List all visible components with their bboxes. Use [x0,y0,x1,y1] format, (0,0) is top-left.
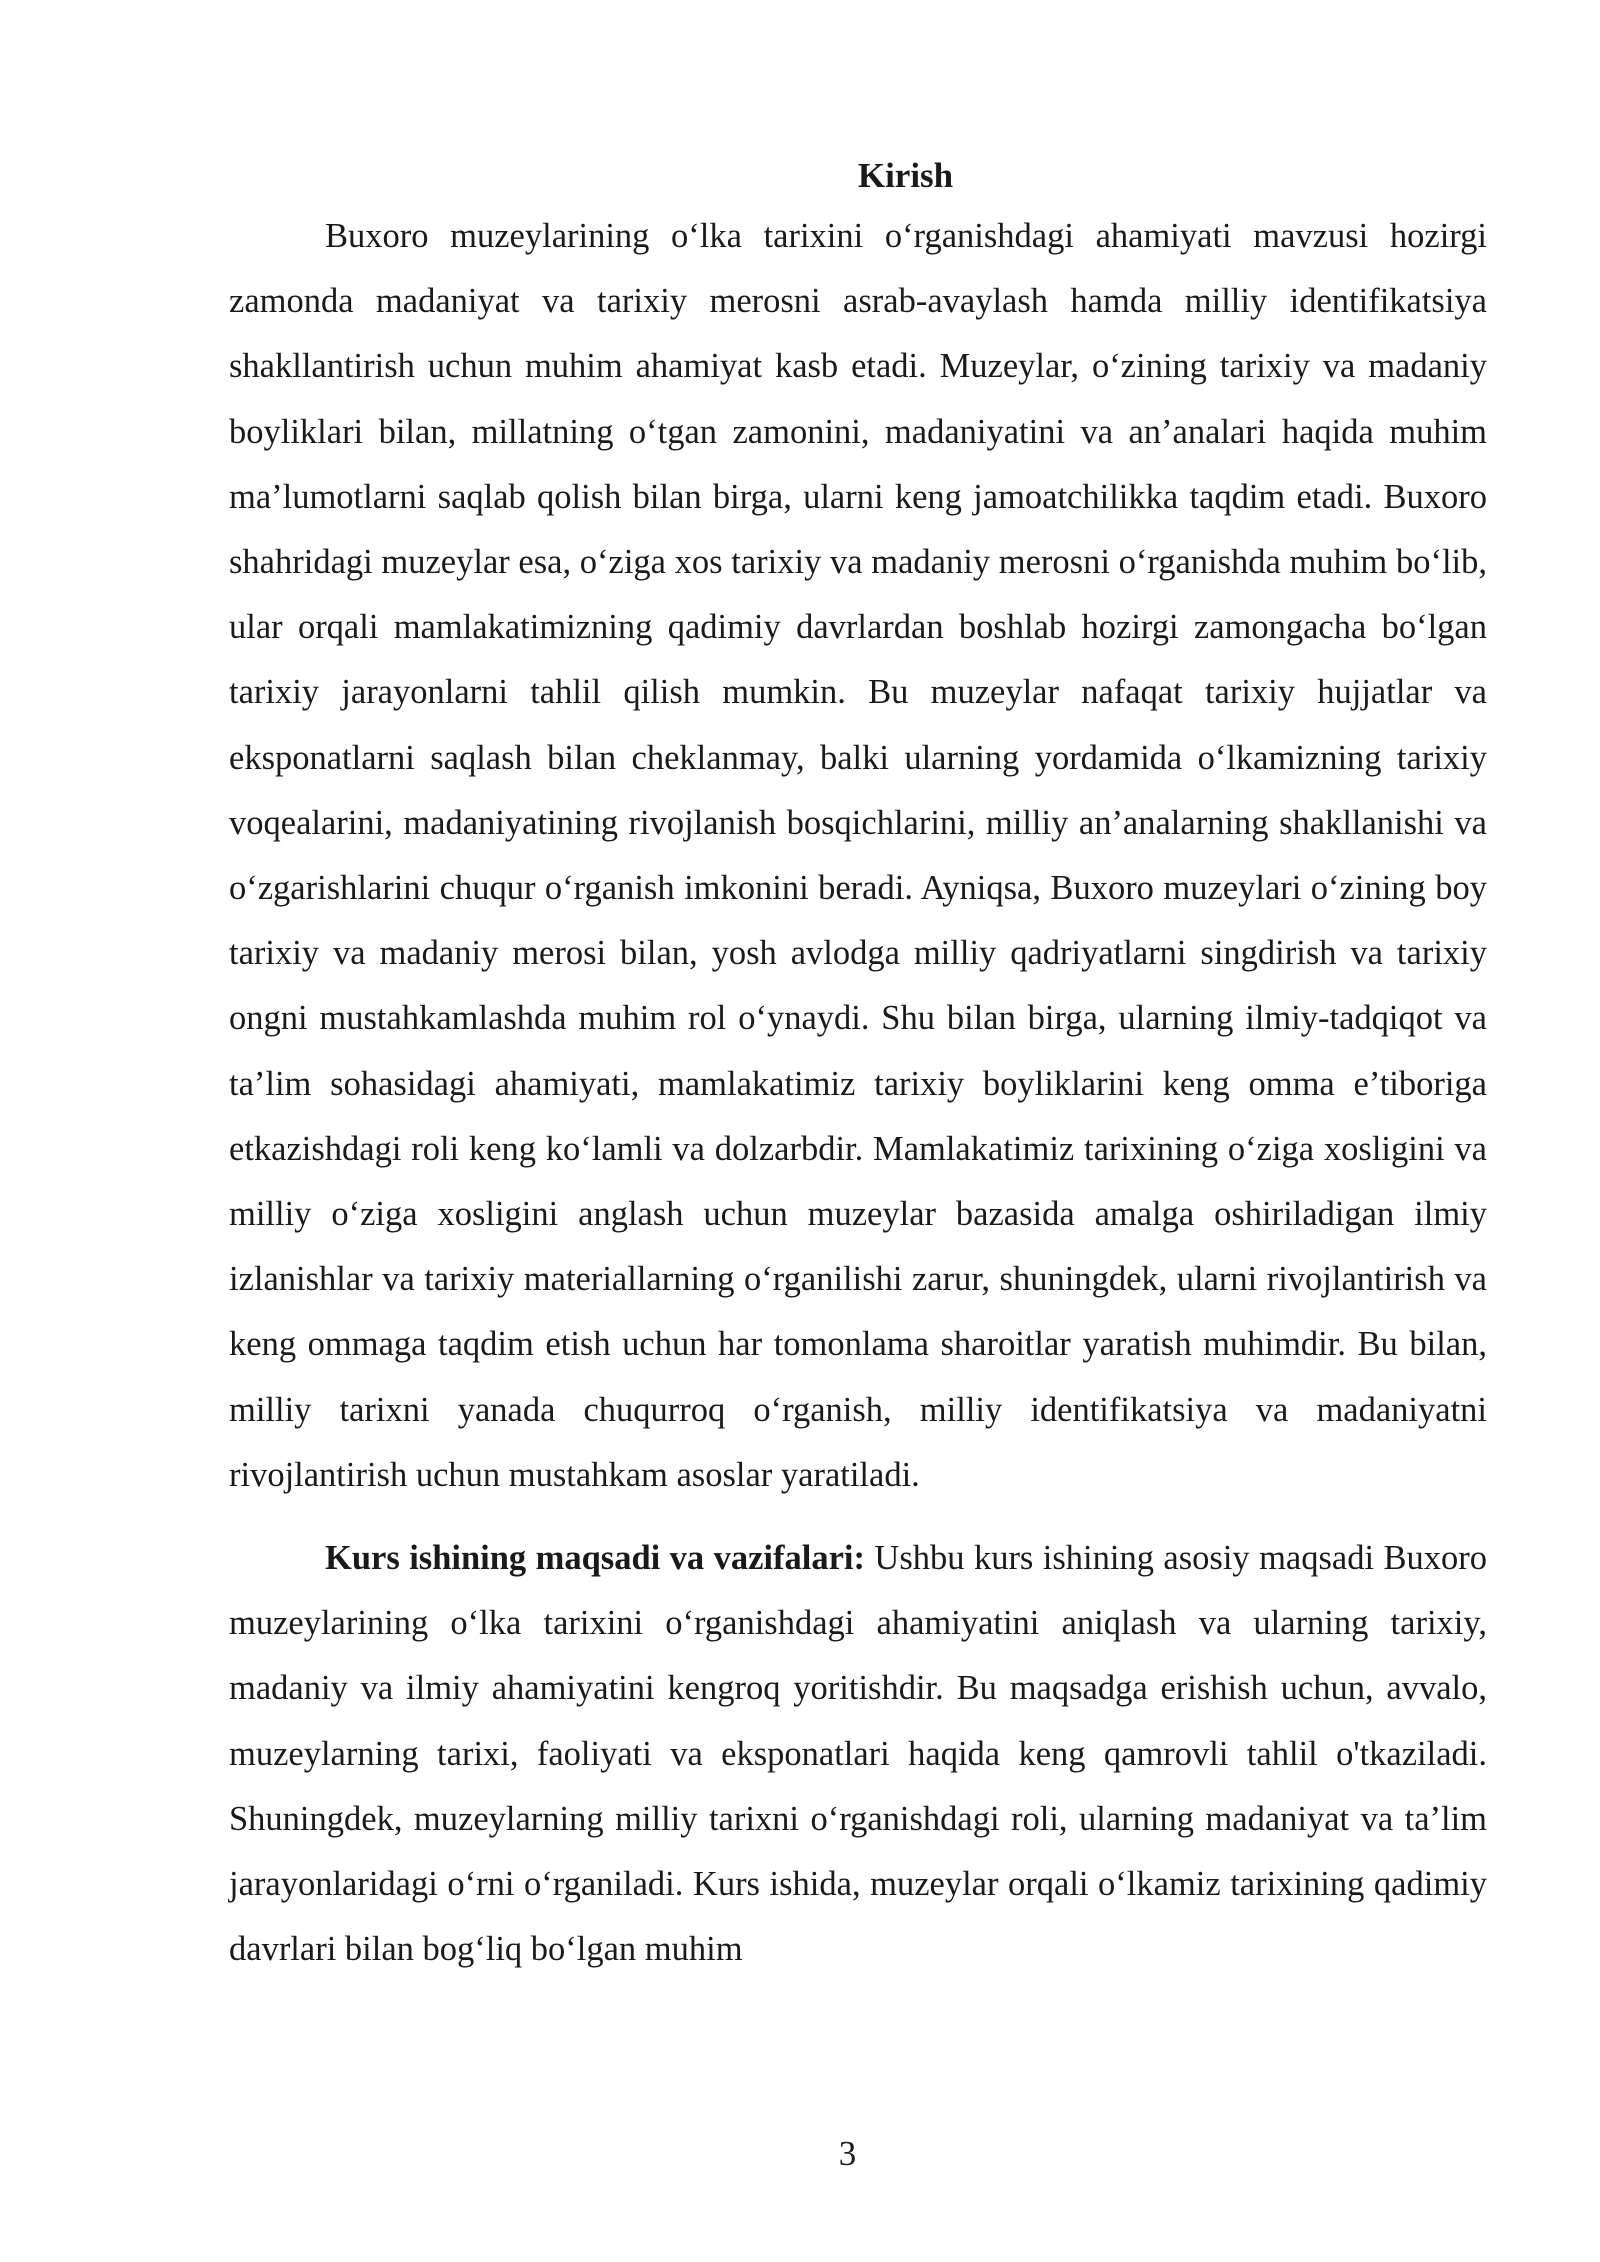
goals-paragraph-lead: Kurs ishining maqsadi va vazifalari: [325,1539,865,1578]
section-heading: Kirish [857,156,954,195]
document-page [229,148,1487,1982]
page-number: 3 [838,2134,857,2173]
goals-paragraph [229,1526,1487,1982]
goals-paragraph-body: Ushbu kurs ishining asosiy maqsadi Buxoro muzeylarining o‘lka tarixini o‘rganishdagi ahamiyatini aniqlash va ularning tarixiy, madaniy va ilmiy ahamiyatini kengroq yoritishdir. Bu maqsadga erishish uchun, avvalo, muzeylarning tarixi, faoliyati va eksponatlari haqida keng qamrovli tahlil o'tkaziladi. Shuningdek, muzeylarning milliy tarixni o‘rganishdagi roli, ularning madaniyat va ta’lim jarayonlaridagi o‘rni o‘rganiladi. Kurs ishida, muzeylar orqali o‘lkamiz tarixining qadimiy davrlari bilan bog‘liq bo‘lgan muhim [229,1539,1487,1969]
intro-paragraph: Buxoro muzeylarining o‘lka tarixini o‘rganishdagi ahamiyati mavzusi hozirgi zamonda madaniyat va tarixiy merosni asrab-avaylash hamda milliy identifikatsiya shakllantirish uchun muhim ahamiyat kasb etadi. Muzeylar, o‘zining tarixiy va madaniy boyliklari bilan, millatning o‘tgan zamonini, madaniyatini va an’analari haqida muhim ma’lumotlarni saqlab qolish bilan birga, ularni keng jamoatchilikka taqdim etadi. Buxoro shahridagi muzeylar esa, o‘ziga xos tarixiy va madaniy merosni o‘rganishda muhim bo‘lib, ular orqali mamlakatimizning qadimiy davrlardan boshlab hozirgi zamongacha bo‘lgan tarixiy jarayonlarni tahlil qilish mumkin. Bu muzeylar nafaqat tarixiy hujjatlar va eksponatlarni saqlash bilan cheklanmay, balki ularning yordamida o‘lkamizning tarixiy voqealarini, madaniyatining rivojlanish bosqichlarini, milliy an’analarning shakllanishi va o‘zgarishlarini chuqur o‘rganish imkonini beradi. Ayniqsa, Buxoro muzeylari o‘zining boy tarixiy va madaniy merosi bilan, yosh avlodga milliy qadriyatlarni singdirish va tarixiy ongni mustahkamlashda muhim rol o‘ynaydi. Shu bilan birga, ularning ilmiy-tadqiqot va ta’lim sohasidagi ahamiyati, mamlakatimiz tarixiy boyliklarini keng omma e’tiboriga etkazishdagi roli keng ko‘lamli va dolzarbdir. Mamlakatimiz tarixining o‘ziga xosligini va milliy o‘ziga xosligini anglash uchun muzeylar bazasida amalga oshiriladigan ilmiy izlanishlar va tarixiy materiallarning o‘rganilishi zarur, shuningdek, ularni rivojlantirish va keng ommaga taqdim etish uchun har tomonlama sharoitlar yaratish muhimdir. Bu bilan, milliy tarixni yanada chuqurroq o‘rganish, milliy identifikatsiya va madaniyatni rivojlantirish uchun mustahkam asoslar yaratiladi. [229,217,1487,1494]
